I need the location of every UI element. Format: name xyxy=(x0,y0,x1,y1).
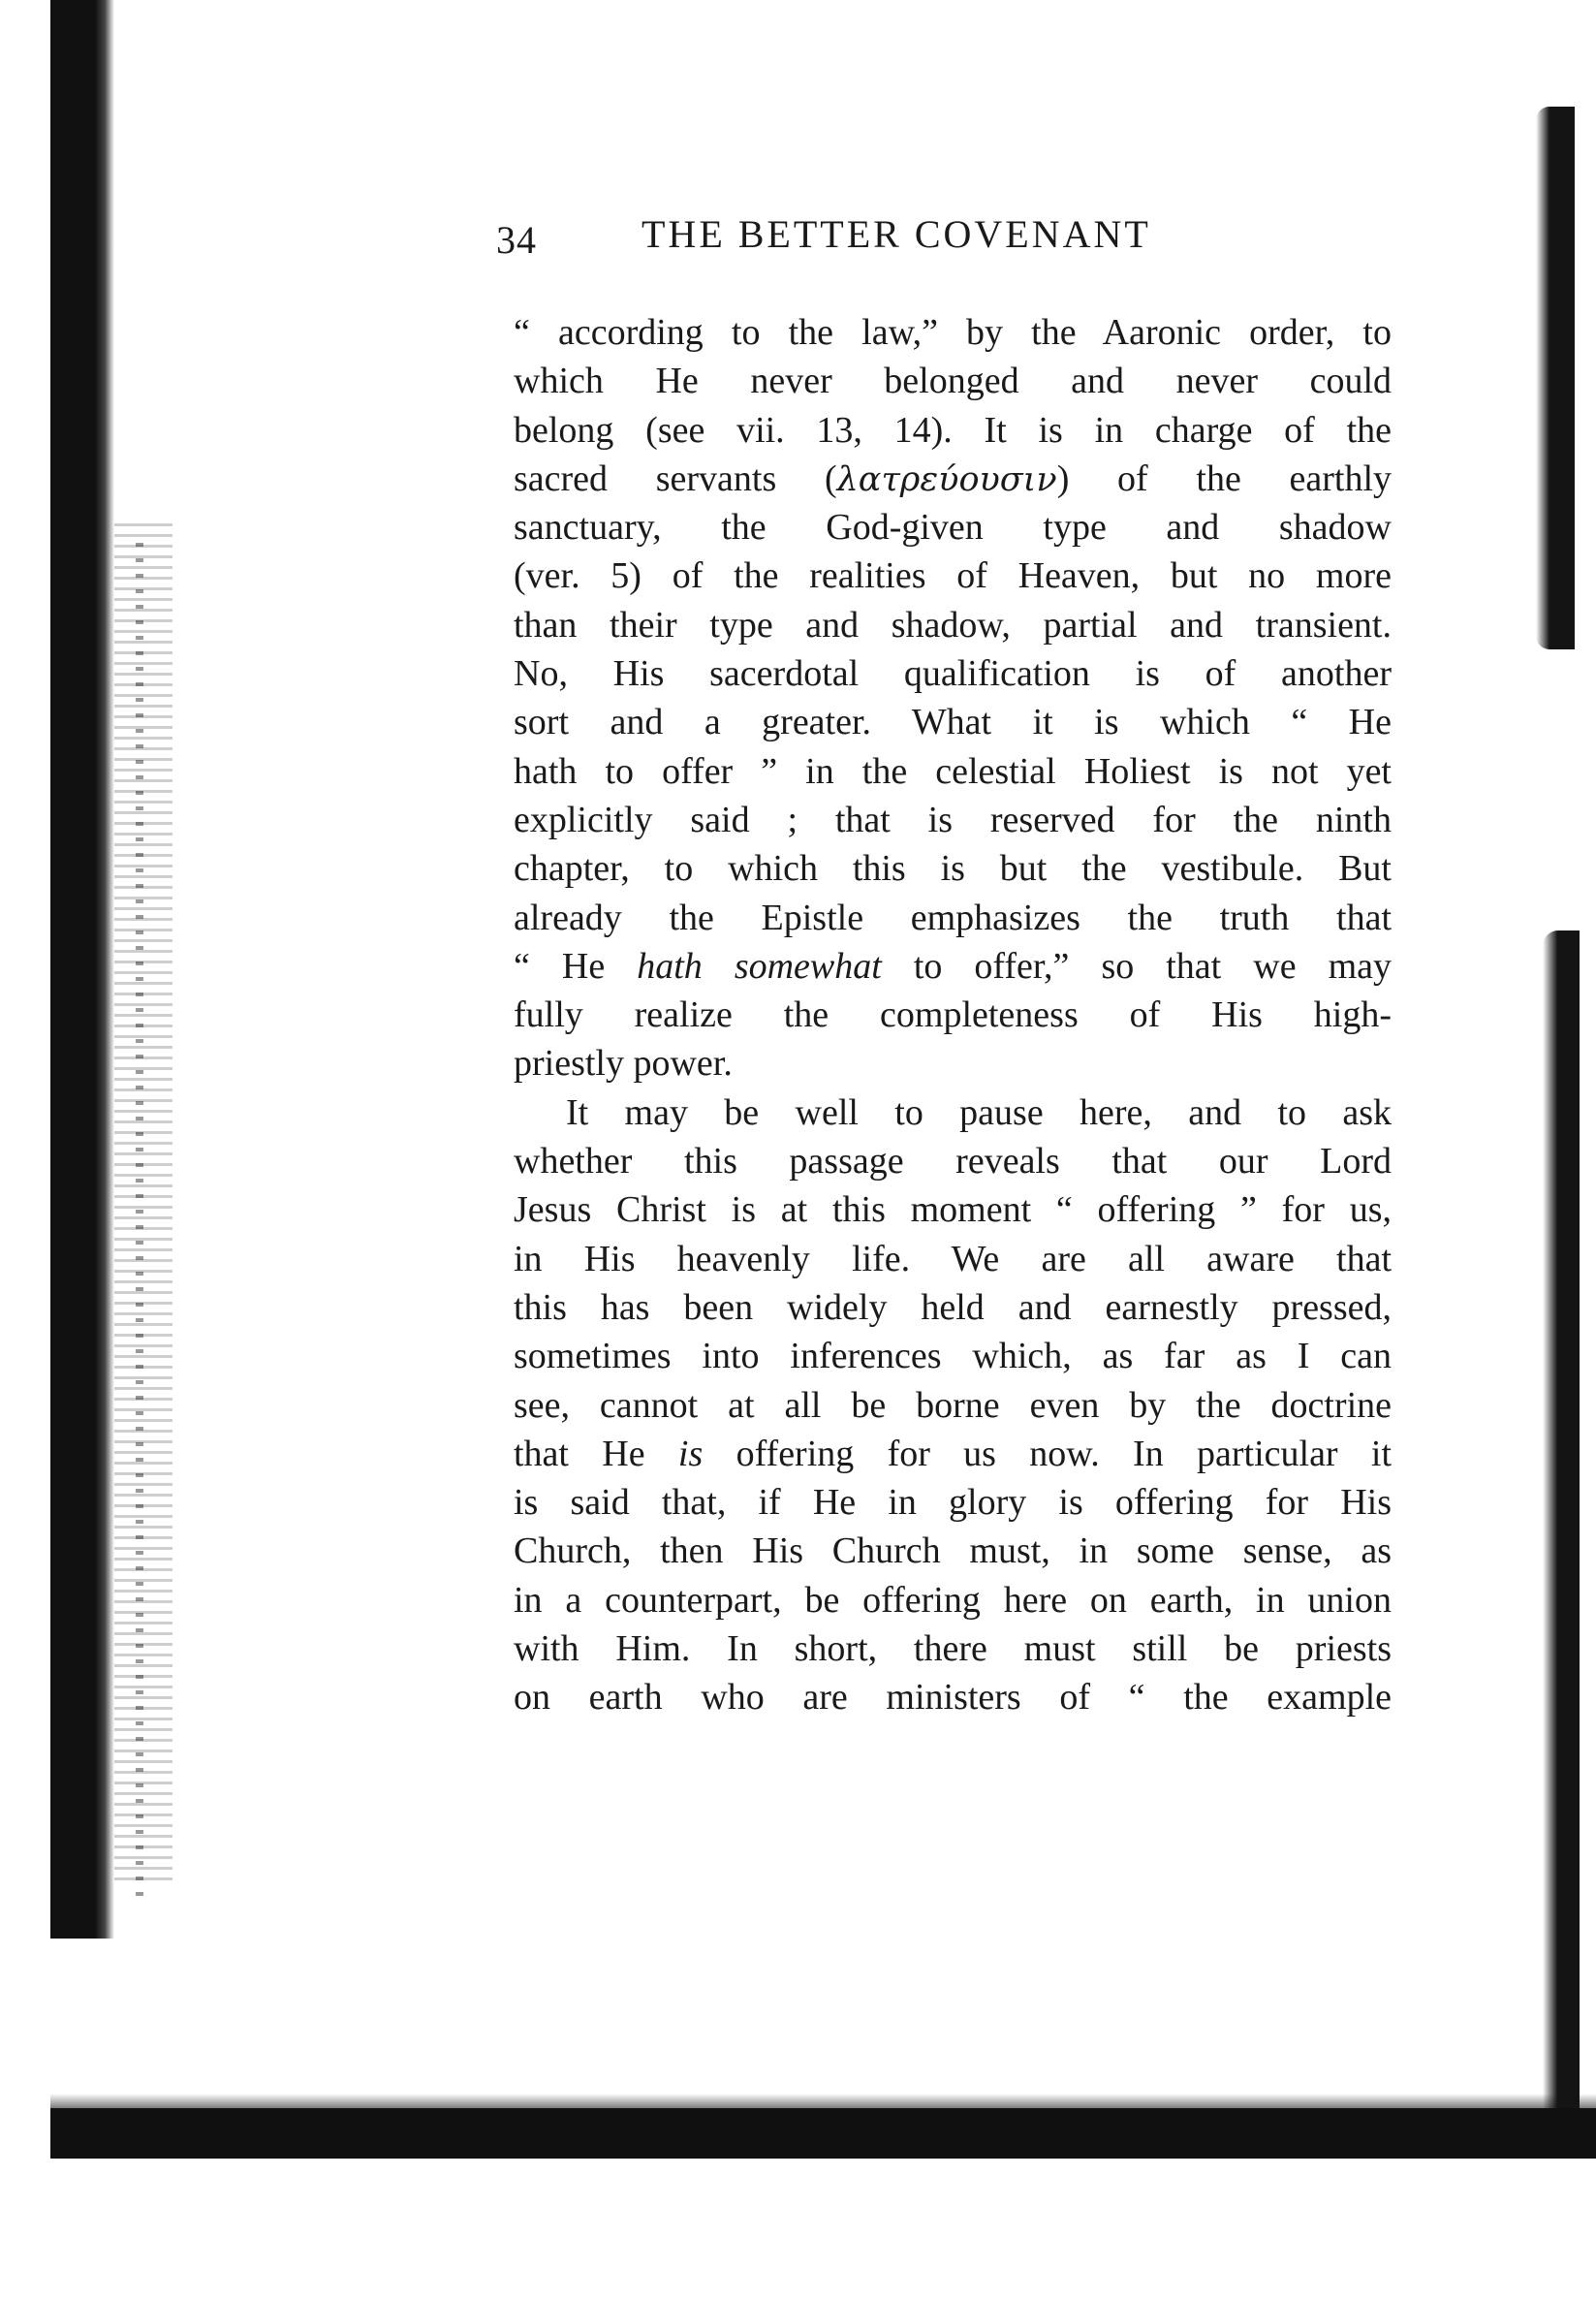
scan-shadow-right-top xyxy=(1536,107,1575,649)
text-line: on earth who are ministers of “ the example xyxy=(514,1677,1392,1719)
text-segment: to offer,” so that we may xyxy=(881,945,1393,987)
running-title: THE BETTER COVENANT xyxy=(642,212,1151,256)
text-line: is said that, if He in glory is offering for His xyxy=(514,1482,1392,1524)
text-line: chapter, to which this is but the vestibule. But xyxy=(514,848,1392,890)
text-segment: ) of the earthly xyxy=(1056,457,1393,499)
text-segment: sacred servants ( xyxy=(514,457,837,499)
text-line: Jesus Christ is at this moment “ offering ” for us, xyxy=(514,1189,1392,1231)
text-line: see, cannot at all be borne even by the doctrine xyxy=(514,1384,1392,1426)
text-line: hath to offer ” in the celestial Holiest is not yet xyxy=(514,750,1392,792)
text-line xyxy=(514,1430,1392,1478)
page-number: 34 xyxy=(496,218,537,262)
text-line: in His heavenly life. We are all aware that xyxy=(514,1238,1392,1279)
body-text xyxy=(514,308,1392,1722)
text-segment: “ He xyxy=(514,945,638,987)
scan-dots-left xyxy=(136,543,143,1900)
text-line: than their type and shadow, partial and transient. xyxy=(514,604,1392,646)
scan-shadow-bottom-fade xyxy=(50,2094,1596,2109)
text-line: sort and a greater. What it is which “ He xyxy=(514,702,1392,743)
scan-noise-left xyxy=(114,523,172,1880)
text-line: belong (see vii. 13, 14). It is in charge of the xyxy=(514,409,1392,451)
text-line: in a counterpart, be offering here on earth, in union xyxy=(514,1579,1392,1621)
text-line: Church, then His Church must, in some sense, as xyxy=(514,1530,1392,1572)
running-head xyxy=(496,211,1407,269)
paragraph-first-line: It may be well to pause here, and to ask xyxy=(566,1091,1392,1133)
text-line: (ver. 5) of the realities of Heaven, but no more xyxy=(514,555,1392,597)
text-line: which He never belonged and never could xyxy=(514,361,1392,402)
text-line: “ according to the law,” by the Aaronic order, to xyxy=(514,312,1392,353)
text-segment: offering for us now. In particular it xyxy=(703,1433,1393,1474)
italic-phrase: hath somewhat xyxy=(637,945,882,987)
text-line: already the Epistle emphasizes the truth that xyxy=(514,897,1392,938)
text-line: with Him. In short, there must still be priests xyxy=(514,1628,1392,1670)
text-line: sanctuary, the God-given type and shadow xyxy=(514,507,1392,549)
scan-shadow-left xyxy=(50,0,114,1939)
italic-word: is xyxy=(677,1433,704,1474)
text-line: No, His sacerdotal qualification is of another xyxy=(514,653,1392,695)
scan-shadow-right-bottom xyxy=(1543,930,1580,2108)
text-line: whether this passage reveals that our Lord xyxy=(514,1141,1392,1183)
text-line xyxy=(514,942,1392,991)
text-line: explicitly said ; that is reserved for the ninth xyxy=(514,799,1392,840)
text-line: fully realize the completeness of His high- xyxy=(514,994,1392,1036)
greek-word: λατρεύουσιν xyxy=(836,459,1057,499)
text-line: sometimes into inferences which, as far as I can xyxy=(514,1336,1392,1377)
text-line: priestly power. xyxy=(514,1043,733,1085)
text-segment: that He xyxy=(514,1433,678,1474)
scan-shadow-bottom xyxy=(50,2108,1596,2159)
text-line: this has been widely held and earnestly pressed, xyxy=(514,1286,1392,1328)
text-line xyxy=(514,455,1392,503)
